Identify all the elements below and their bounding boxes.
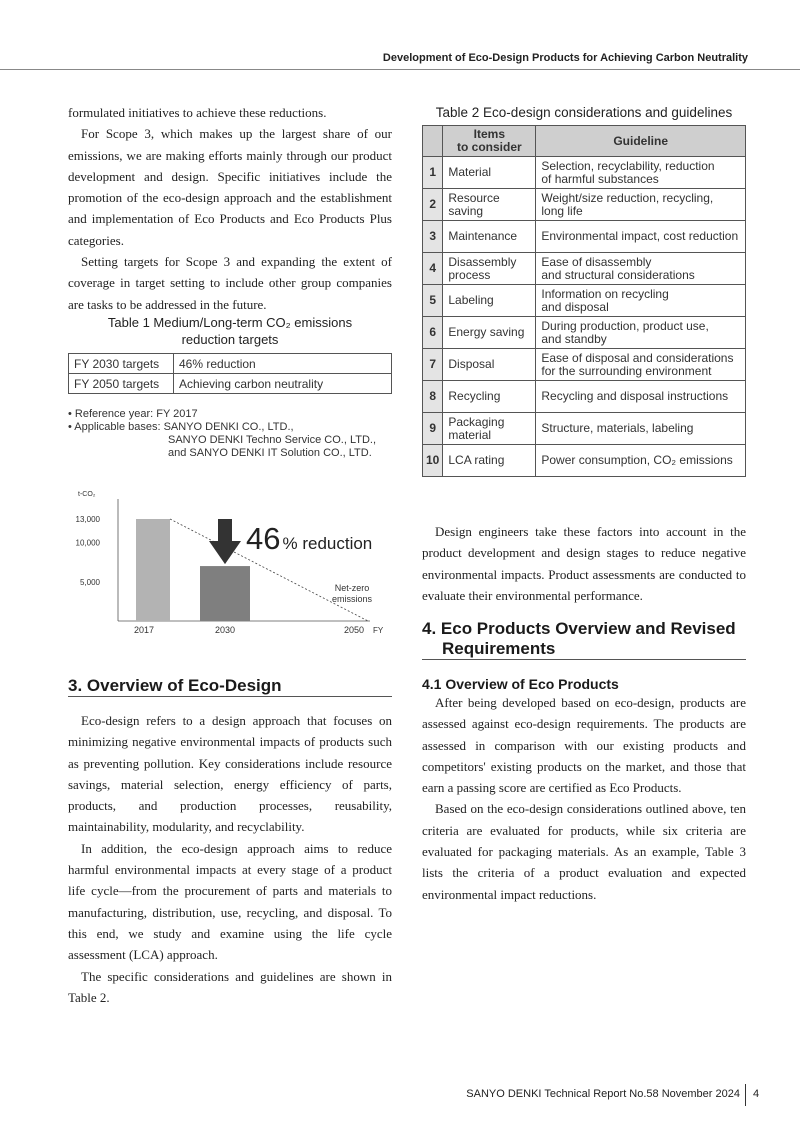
x-tick-label: 2017 xyxy=(133,625,155,635)
table2-item xyxy=(443,253,536,285)
reduction-text: % reduction xyxy=(282,534,373,553)
section3-heading-block xyxy=(68,676,392,696)
guideline-line: Information on recycling xyxy=(541,286,669,301)
table2-guideline xyxy=(536,381,746,413)
table1-label: FY 2030 targets xyxy=(69,354,174,374)
guideline-line: Structure, materials, labeling xyxy=(541,421,694,435)
after-table-text xyxy=(422,521,746,606)
table2-row-number: 10 xyxy=(423,445,443,477)
guideline-line: Ease of disposal and considerations xyxy=(541,350,734,365)
table2-guideline xyxy=(536,445,746,477)
table2-guideline xyxy=(536,317,746,349)
table2-row xyxy=(423,445,746,477)
intro-paragraph: For Scope 3, which makes up the largest share of our emissions, we are making efforts mainly through our product development and design. Specific initiatives include the promotion of the eco-design approach and the establishment and implementation of Eco Products and Eco Products Plus categories. xyxy=(68,126,392,248)
header-rule xyxy=(0,69,800,70)
guideline-line: Power consumption, CO₂ emissions xyxy=(541,453,733,467)
item-line: process xyxy=(448,267,491,282)
table1-notes xyxy=(68,408,392,460)
table2-item xyxy=(443,221,536,253)
guideline-line: for the surrounding environment xyxy=(541,363,712,378)
section4-heading-line: 4. Eco Products Overview and Revised xyxy=(422,619,736,638)
section4-rule xyxy=(422,659,746,660)
page-number: 4 xyxy=(753,1088,760,1100)
table2-guideline xyxy=(536,285,746,317)
table2-header-guideline: Guideline xyxy=(536,126,746,157)
section3-heading: 3. Overview of Eco-Design xyxy=(68,676,282,695)
table2-guideline xyxy=(536,349,746,381)
guideline-line: Selection, recyclability, reduction xyxy=(541,158,715,173)
table2-row-number: 1 xyxy=(423,157,443,189)
table1-value: Achieving carbon neutrality xyxy=(174,374,392,394)
table2-row xyxy=(423,253,746,285)
item-line: Recycling xyxy=(448,389,501,403)
table1-caption xyxy=(68,314,392,348)
table2-row xyxy=(423,317,746,349)
table2-row xyxy=(423,349,746,381)
guideline-line: of harmful substances xyxy=(541,171,659,186)
table2-row-number: 5 xyxy=(423,285,443,317)
table1-caption-line: Table 1 Medium/Long-term CO₂ emissions xyxy=(107,315,353,330)
x-tick-label: 2050 xyxy=(343,625,365,635)
guideline-line: and disposal xyxy=(541,299,609,314)
table2-row xyxy=(423,221,746,253)
guideline-line: Ease of disassembly xyxy=(541,254,652,269)
section3-paragraph: The specific considerations and guidelines are shown in Table 2. xyxy=(68,968,392,1005)
table2-item xyxy=(443,381,536,413)
bar-2017 xyxy=(136,519,170,621)
table2-caption: Table 2 Eco-design considerations and guidelines xyxy=(435,105,733,120)
guideline-line: Recycling and disposal instructions xyxy=(541,389,729,403)
table2-row-number: 3 xyxy=(423,221,443,253)
item-line: Disposal xyxy=(448,357,495,371)
table2-row-number: 9 xyxy=(423,413,443,445)
table2-header-num xyxy=(423,126,443,157)
item-line: Disassembly xyxy=(448,254,517,269)
table2-guideline xyxy=(536,189,746,221)
running-header: Development of Eco-Design Products for Achieving Carbon Neutrality xyxy=(382,52,748,64)
table2-item xyxy=(443,445,536,477)
reduction-number: 46 xyxy=(246,521,281,556)
note-line: • Applicable bases: SANYO DENKI CO., LTD., xyxy=(68,421,294,433)
section41-heading-block xyxy=(422,676,746,692)
guideline-line: Environmental impact, cost reduction xyxy=(541,229,739,243)
guideline-line: and structural considerations xyxy=(541,267,695,282)
chart-ylabel: t-CO₂ xyxy=(78,491,96,498)
x-tick-label: 2030 xyxy=(214,625,236,635)
table1 xyxy=(68,353,392,394)
table1-value: 46% reduction xyxy=(174,354,392,374)
table2-row xyxy=(423,157,746,189)
guideline-line: Weight/size reduction, recycling, xyxy=(541,190,714,205)
table2-item xyxy=(443,317,536,349)
table2-item xyxy=(443,285,536,317)
reduction-arrow-icon xyxy=(209,519,241,564)
emissions-chart xyxy=(68,485,398,640)
item-line: Maintenance xyxy=(448,229,518,243)
guideline-line: and standby xyxy=(541,331,607,346)
item-line: Packaging xyxy=(448,414,505,429)
table1-label: FY 2050 targets xyxy=(69,374,174,394)
table2-row-number: 8 xyxy=(423,381,443,413)
item-line: Labeling xyxy=(448,293,494,307)
section3-paragraph: In addition, the eco-design approach aims to reduce harmful environmental impacts at every stage of a product life cycle—from the procurement of parts and materials to manufacturing, distribution, use, recycling, and disposal. To this end, we study and examine using the life cycle assessment (LCA) approach. xyxy=(68,840,392,963)
netzero-label-line: Net-zero xyxy=(334,583,370,593)
table2-guideline xyxy=(536,413,746,445)
guideline-line: During production, product use, xyxy=(541,318,709,333)
bar-2030 xyxy=(200,566,250,621)
table2-row-number: 2 xyxy=(423,189,443,221)
item-line: Energy saving xyxy=(448,325,525,339)
table2-item xyxy=(443,189,536,221)
header-line: to consider xyxy=(457,140,522,154)
section3-rule xyxy=(68,696,392,697)
table2 xyxy=(422,125,746,477)
arrow-head xyxy=(209,541,241,564)
table2-row xyxy=(423,413,746,445)
item-line: Material xyxy=(448,165,492,179)
table2-item xyxy=(443,413,536,445)
table2-item xyxy=(443,157,536,189)
note-line: • Reference year: FY 2017 xyxy=(68,408,198,420)
y-tick-label: 13,000 xyxy=(75,515,100,524)
table2-row xyxy=(423,381,746,413)
item-line: LCA rating xyxy=(448,453,505,467)
section3-paragraph: Eco-design refers to a design approach that focuses on minimizing negative environmental impacts of products such as preventing pollution. Key considerations include resource savings, material selection, energy efficiency of parts, products, and production processes, reusability, maintainability, modularity, and recyclability. xyxy=(68,713,392,835)
y-tick-label: 5,000 xyxy=(79,577,100,587)
section41-paragraph: Based on the eco-design considerations outlined above, ten criteria are evaluated for products, while six criteria are evaluated for packaging materials. As an example, Table 3 lists the criteria of a product evaluation and expected environmental impact reductions. xyxy=(422,801,746,902)
header-line: Items xyxy=(473,127,506,141)
after-table-paragraph: Design engineers take these factors into account in the product development and design stages to reduce negative environmental impacts. Product assessments are conducted to evaluate their environmental performance. xyxy=(422,524,746,603)
table2-guideline xyxy=(536,253,746,285)
y-tick-label: 10,000 xyxy=(75,538,100,548)
section4-heading-line: Requirements xyxy=(442,639,556,658)
table2-header-row xyxy=(423,126,746,157)
table2-row xyxy=(423,189,746,221)
section4-heading-block xyxy=(422,619,752,659)
chart-xlabel: FY xyxy=(373,626,384,635)
item-line: material xyxy=(448,427,492,442)
arrow-shaft xyxy=(218,519,232,541)
reduction-label xyxy=(246,521,372,556)
table2-header-items xyxy=(443,126,536,157)
table2-guideline xyxy=(536,157,746,189)
note-line: SANYO DENKI Techno Service CO., LTD., xyxy=(168,434,377,446)
footer-divider xyxy=(745,1084,746,1106)
table2-row-number: 6 xyxy=(423,317,443,349)
note-line: and SANYO DENKI IT Solution CO., LTD. xyxy=(168,447,372,459)
section41-paragraph: After being developed based on eco-design, products are assessed against eco-design requirements. The products are assessed in comparison with our existing products and competitors' existing products on the market, and those that earn a passing score are certified as Eco Products. xyxy=(422,695,746,796)
section41-text xyxy=(422,692,746,905)
table2-row-number: 7 xyxy=(423,349,443,381)
table2-item xyxy=(443,349,536,381)
table1-row xyxy=(69,354,392,374)
intro-paragraph: Setting targets for Scope 3 and expanding the extent of coverage in target setting to include other group companies are tasks to be addressed in the future. xyxy=(68,254,392,312)
guideline-line: long life xyxy=(541,203,583,218)
section41-heading: 4.1 Overview of Eco Products xyxy=(422,676,619,692)
item-line: saving xyxy=(448,203,484,218)
table1-row xyxy=(69,374,392,394)
footer-report: SANYO DENKI Technical Report No.58 November 2024 xyxy=(466,1088,740,1100)
intro-text xyxy=(68,102,392,315)
table2-guideline xyxy=(536,221,746,253)
intro-paragraph: formulated initiatives to achieve these reductions. xyxy=(68,105,327,120)
table2-row xyxy=(423,285,746,317)
table1-caption-line: reduction targets xyxy=(181,332,279,347)
table2-row-number: 4 xyxy=(423,253,443,285)
netzero-label-line: emissions xyxy=(331,594,373,604)
section3-text xyxy=(68,710,392,1008)
item-line: Resource xyxy=(448,190,500,205)
